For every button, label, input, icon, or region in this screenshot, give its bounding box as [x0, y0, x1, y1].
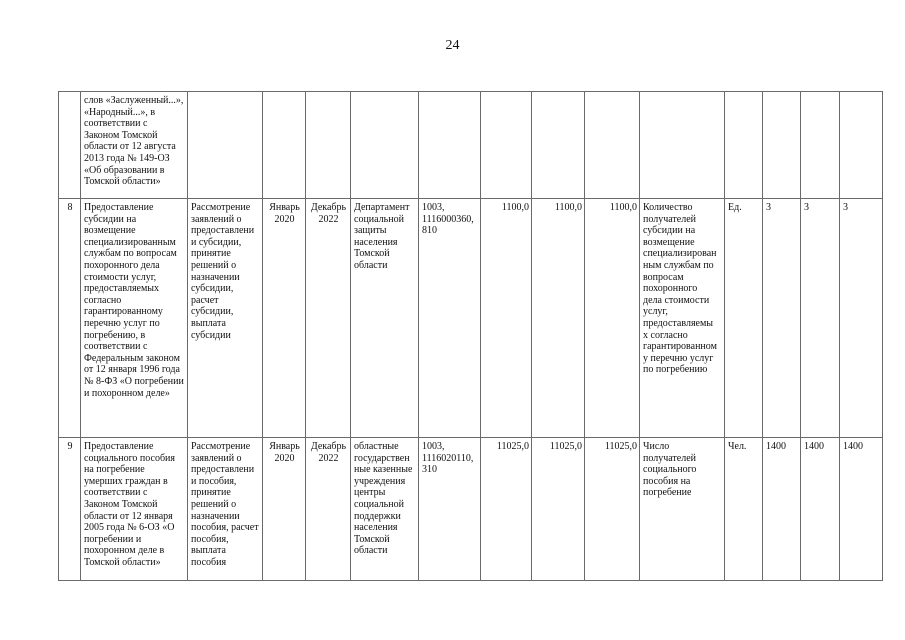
- table-row: [59, 199, 883, 438]
- amount-year2-cell: 11025,0: [532, 438, 585, 581]
- executor-cell: [351, 92, 419, 199]
- page-number: 24: [445, 38, 460, 53]
- value-year3-cell: 1400: [840, 438, 883, 581]
- end-date-cell: Декабрь 2022: [306, 199, 351, 438]
- row-number-cell: 8: [59, 199, 81, 438]
- measure-name-cell: Предоставление субсидии на возмещение специализированным службам по вопросам похоронного дела стоимости услуг, предоставляемых согласно гарантированному перечню услуг по погребению, в соответствии с Федеральным законом от 12 января 1996 года № 8-ФЗ «О погребении и похоронном деле»: [81, 199, 188, 438]
- value-year1-cell: 3: [763, 199, 801, 438]
- value-year1-cell: 1400: [763, 438, 801, 581]
- start-date-cell: Январь 2020: [263, 438, 306, 581]
- value-year3-cell: [840, 92, 883, 199]
- amount-year1-cell: [481, 92, 532, 199]
- budget-code-cell: [419, 92, 481, 199]
- measure-name-cell: слов «Заслуженный...», «Народный...», в соответствии с Законом Томской области от 12 августа 2013 года № 149-ОЗ «Об образовании в Томской области»: [81, 92, 188, 199]
- indicator-cell: [640, 92, 725, 199]
- start-date-cell: [263, 92, 306, 199]
- budget-code-cell: 1003, 1116020110, 310: [419, 438, 481, 581]
- indicator-cell: Количество получателей субсидии на возмещение специализирован ным службам по вопросам похоронного дела стоимости услуг, предоставляемы х согласно гарантированном у перечню услуг по погребению: [640, 199, 725, 438]
- action-cell: [188, 92, 263, 199]
- amount-year3-cell: [585, 92, 640, 199]
- amount-year3-cell: 11025,0: [585, 438, 640, 581]
- value-year3-cell: 3: [840, 199, 883, 438]
- unit-cell: Ед.: [725, 199, 763, 438]
- amount-year3-cell: 1100,0: [585, 199, 640, 438]
- action-cell: Рассмотрение заявлений о предоставлени и пособия, принятие решений о назначении пособия, расчет пособия, выплата пособия: [188, 438, 263, 581]
- amount-year2-cell: [532, 92, 585, 199]
- amount-year1-cell: 11025,0: [481, 438, 532, 581]
- budget-code-cell: 1003, 1116000360, 810: [419, 199, 481, 438]
- table-row: [59, 92, 883, 199]
- unit-cell: Чел.: [725, 438, 763, 581]
- table-row: [59, 438, 883, 581]
- value-year1-cell: [763, 92, 801, 199]
- executor-cell: областные государствен ные казенные учреждения центры социальной поддержки населения Томской области: [351, 438, 419, 581]
- row-number-cell: 9: [59, 438, 81, 581]
- value-year2-cell: [801, 92, 840, 199]
- value-year2-cell: 3: [801, 199, 840, 438]
- indicator-cell: Число получателей социального пособия на погребение: [640, 438, 725, 581]
- value-year2-cell: 1400: [801, 438, 840, 581]
- row-number-cell: [59, 92, 81, 199]
- amount-year1-cell: 1100,0: [481, 199, 532, 438]
- end-date-cell: Декабрь 2022: [306, 438, 351, 581]
- measure-name-cell: Предоставление социального пособия на погребение умерших граждан в соответствии с Законом Томской области от 12 января 2005 года № 6-ОЗ «О погребении и похоронном деле в Томской области»: [81, 438, 188, 581]
- action-cell: Рассмотрение заявлений о предоставлени и субсидии, принятие решений о назначении субсидии, расчет субсидии, выплата субсидии: [188, 199, 263, 438]
- end-date-cell: [306, 92, 351, 199]
- start-date-cell: Январь 2020: [263, 199, 306, 438]
- unit-cell: [725, 92, 763, 199]
- amount-year2-cell: 1100,0: [532, 199, 585, 438]
- program-measures-table: [58, 91, 883, 581]
- executor-cell: Департамент социальной защиты населения Томской области: [351, 199, 419, 438]
